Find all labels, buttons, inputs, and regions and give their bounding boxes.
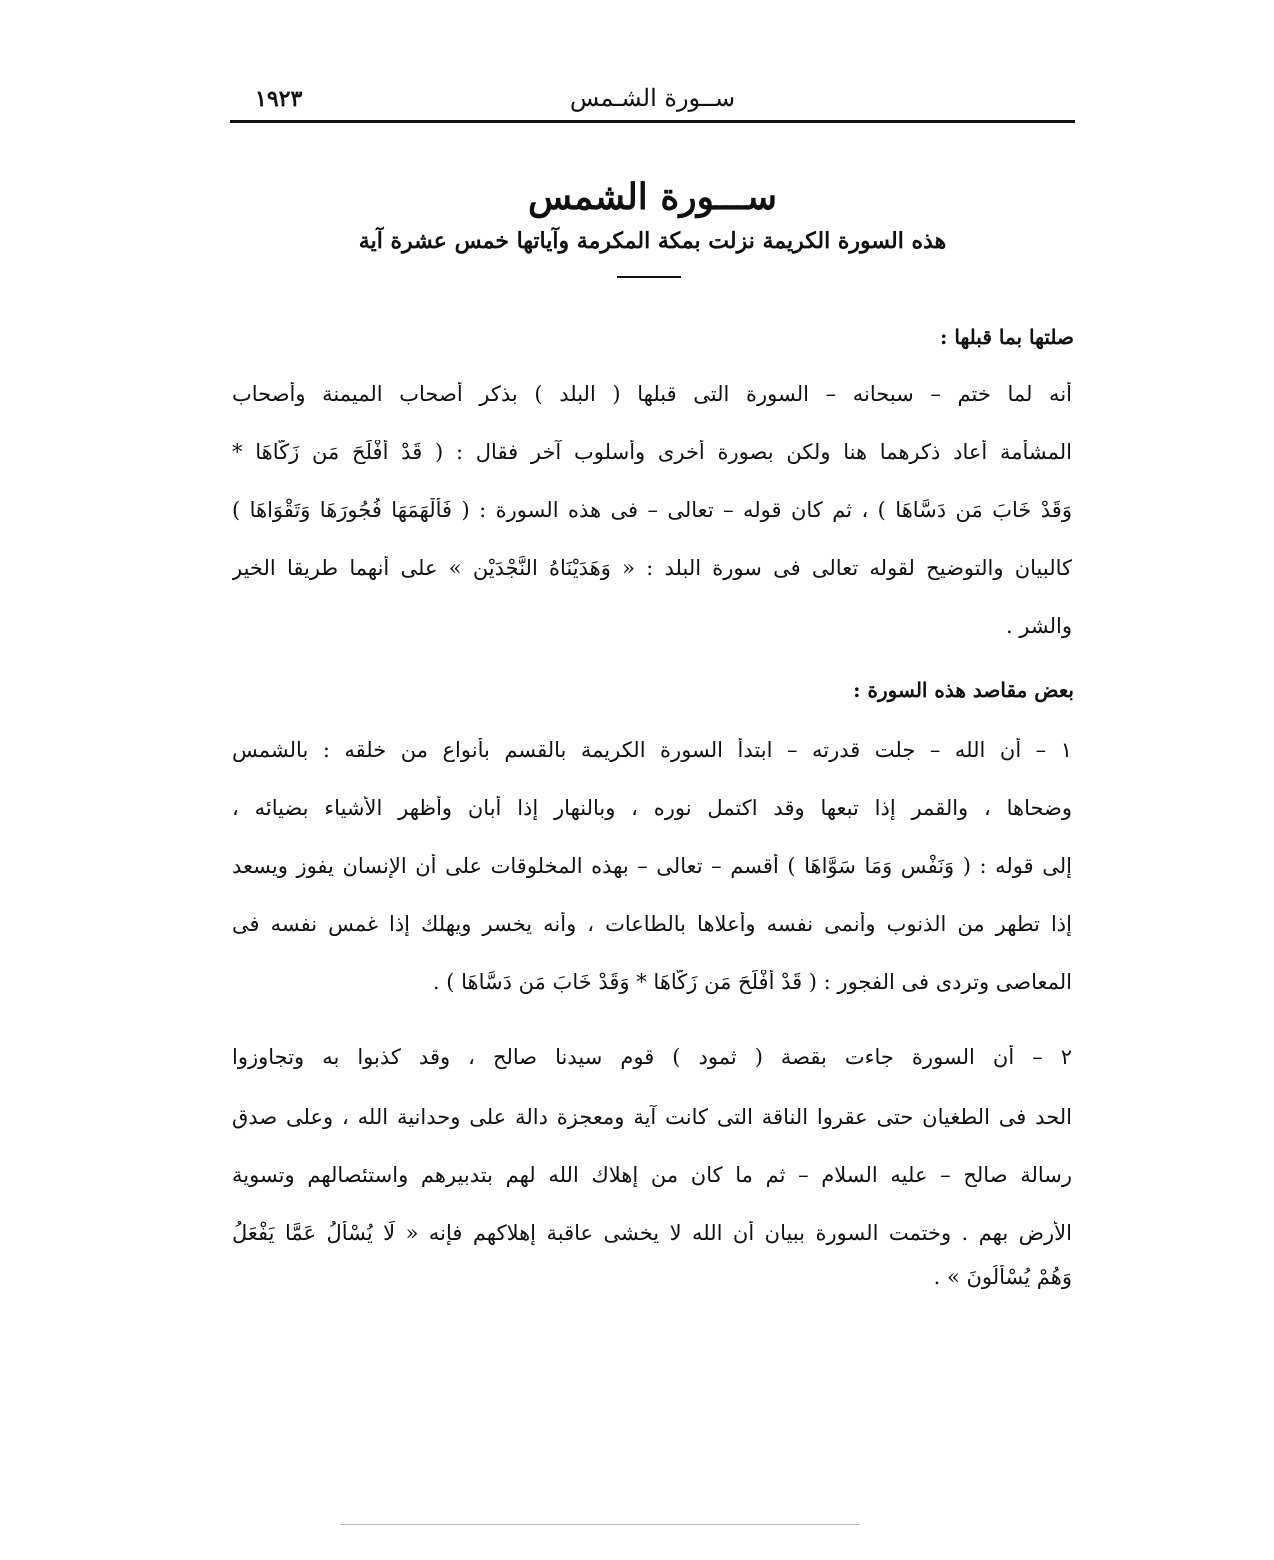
header-rule	[230, 120, 1075, 123]
paragraph-line: إلى قوله : ( وَنَفْسٍ وَمَا سَوَّاهَا ) أقسم – تعالى – بهذه المخلوقات على أن الإنسان يفوز ويسعد	[232, 854, 1072, 878]
paragraph-line: المعاصى وتردى فى الفجور : ( قَدْ أَفْلَحَ مَن زَكَّاهَا * وَقَدْ خَابَ مَن دَسَّاهَا ) .	[432, 970, 1072, 994]
section-heading-objectives: بعض مقاصد هذه السورة :	[853, 678, 1074, 702]
paragraph-line: رسالة صالح – عليه السلام – ثم ما كان من إهلاك الله لهم بتدبيرهم واستئصالهم وتسوية	[232, 1163, 1072, 1187]
paragraph-line: وَقَدْ خَابَ مَن دَسَّاهَا ) ، ثم كان قوله – تعالى – فى هذه السورة : ( فَأَلْهَمَهَا فُجُورَهَا وَتَقْوَاهَا )	[232, 498, 1072, 522]
page-header	[230, 80, 1075, 120]
paragraph-line: الحد فى الطغيان حتى عقروا الناقة التى كانت آية ومعجزة دالة على وحدانية الله ، وعلى صدق	[232, 1105, 1072, 1129]
paragraph-line: الأرض بهم . وختمت السورة ببيان أن الله لا يخشى عاقبة إهلاكهم فإنه « لَا يُسْأَلُ عَمَّا يَفْعَلُ	[232, 1221, 1072, 1245]
title-divider	[617, 276, 681, 278]
paragraph-line: ٢ – أن السورة جاءت بقصة ( ثمود ) قوم سيدنا صالح ، وقد كذبوا به وتجاوزوا	[232, 1045, 1072, 1069]
page-number: ١٩٢٣	[255, 86, 303, 112]
paragraph-line: والشر .	[1005, 614, 1072, 638]
paragraph-line: كالبيان والتوضيح لقوله تعالى فى سورة البلد : « وَهَدَيْنَاهُ النَّجْدَيْنِ » على أنهما طريقا الخير	[232, 556, 1072, 580]
paragraph-line: أنه لما ختم – سبحانه – السورة التى قبلها ( البلد ) بذكر أصحاب الميمنة وأصحاب	[232, 382, 1072, 406]
running-title: ســورة الشـمس	[569, 84, 736, 112]
paragraph-line: وَهُمْ يُسْأَلُونَ » .	[933, 1265, 1072, 1289]
footer-rule	[340, 1524, 860, 1525]
section-heading-connection: صلتها بما قبلها :	[940, 325, 1074, 349]
paragraph-line: ١ – أن الله – جلت قدرته – ابتدأ السورة الكريمة بالقسم بأنواع من خلقه : بالشمس	[232, 738, 1072, 762]
surah-title: ســـورة الشمس	[528, 176, 777, 218]
paragraph-line: إذا تطهر من الذنوب وأنمى نفسه وأعلاها بالطاعات ، وأنه يخسر ويهلك إذا غمس نفسه فى	[232, 912, 1072, 936]
paragraph-line: وضحاها ، والقمر إذا تبعها وقد اكتمل نوره ، وبالنهار إذا أبان وأظهر الأشياء بضيائه ،	[232, 796, 1072, 820]
surah-subtitle: هذه السورة الكريمة نزلت بمكة المكرمة وآياتها خمس عشرة آية	[358, 228, 947, 254]
paragraph-line: المشأمة أعاد ذكرهما هنا ولكن بصورة أخرى وأسلوب آخر فقال : ( قَدْ أَفْلَحَ مَن زَكَّاهَا *	[232, 440, 1072, 464]
